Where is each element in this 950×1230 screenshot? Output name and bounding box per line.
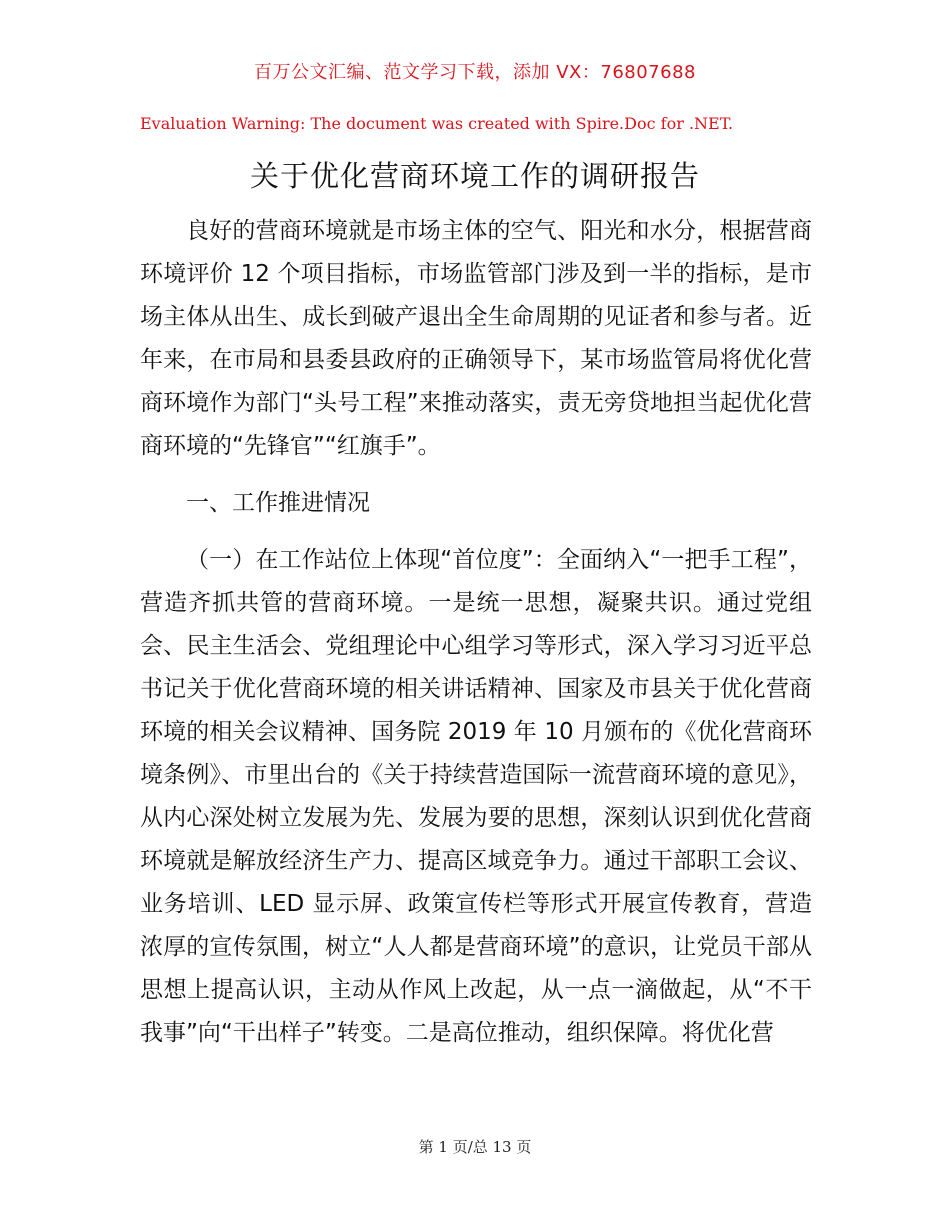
header-ad-text: 百万公文汇编、范文学习下载，添加 VX：76807688 (254, 62, 696, 83)
page-footer: 第 1 页/总 13 页 (418, 1138, 532, 1156)
document-body (140, 210, 812, 1055)
section-heading: 一、工作推进情况 (186, 490, 370, 516)
evaluation-warning: Evaluation Warning: The document was created with Spire.Doc for .NET. (140, 114, 734, 133)
paragraph-intro: 良好的营商环境就是市场主体的空气、阳光和水分，根据营商环境评价 12 个项目指标，市场监管部门涉及到一半的指标，是市场主体从出生、成长到破产退出全生命周期的见证者和参与者。近年来，在市局和县委县政府的正确领导下，某市场监管局将优化营商环境作为部门“头号工程”来推动落实，责无旁贷地担当起优化营商环境的“先锋官”“红旗手”。 (140, 218, 812, 459)
paragraph-section-1: （一）在工作站位上体现“首位度”：全面纳入“一把手工程”，营造齐抓共管的营商环境。一是统一思想，凝聚共识。通过党组会、民主生活会、党组理论中心组学习等形式，深入学习习近平总书记关于优化营商环境的相关讲话精神、国家及市县关于优化营商环境的相关会议精神、国务院 2019 年 10 月颁布的《优化营商环境条例》、市里出台的《关于持续营造国际一流营商环境的意见》，从内心深处树立发展为先、发展为要的思想，深刻认识到优化营商环境就是解放经济生产力、提高区域竞争力。通过干部职工会议、业务培训、LED 显示屏、政策宣传栏等形式开展宣传教育，营造浓厚的宣传氛围，树立“人人都是营商环境”的意识，让党员干部从思想上提高认识，主动从作风上改起，从一点一滴做起，从“不干我事”向“干出样子”转变。二是高位推动，组织保障。将优化营 (140, 547, 812, 1046)
document-title: 关于优化营商环境工作的调研报告 (249, 159, 700, 193)
